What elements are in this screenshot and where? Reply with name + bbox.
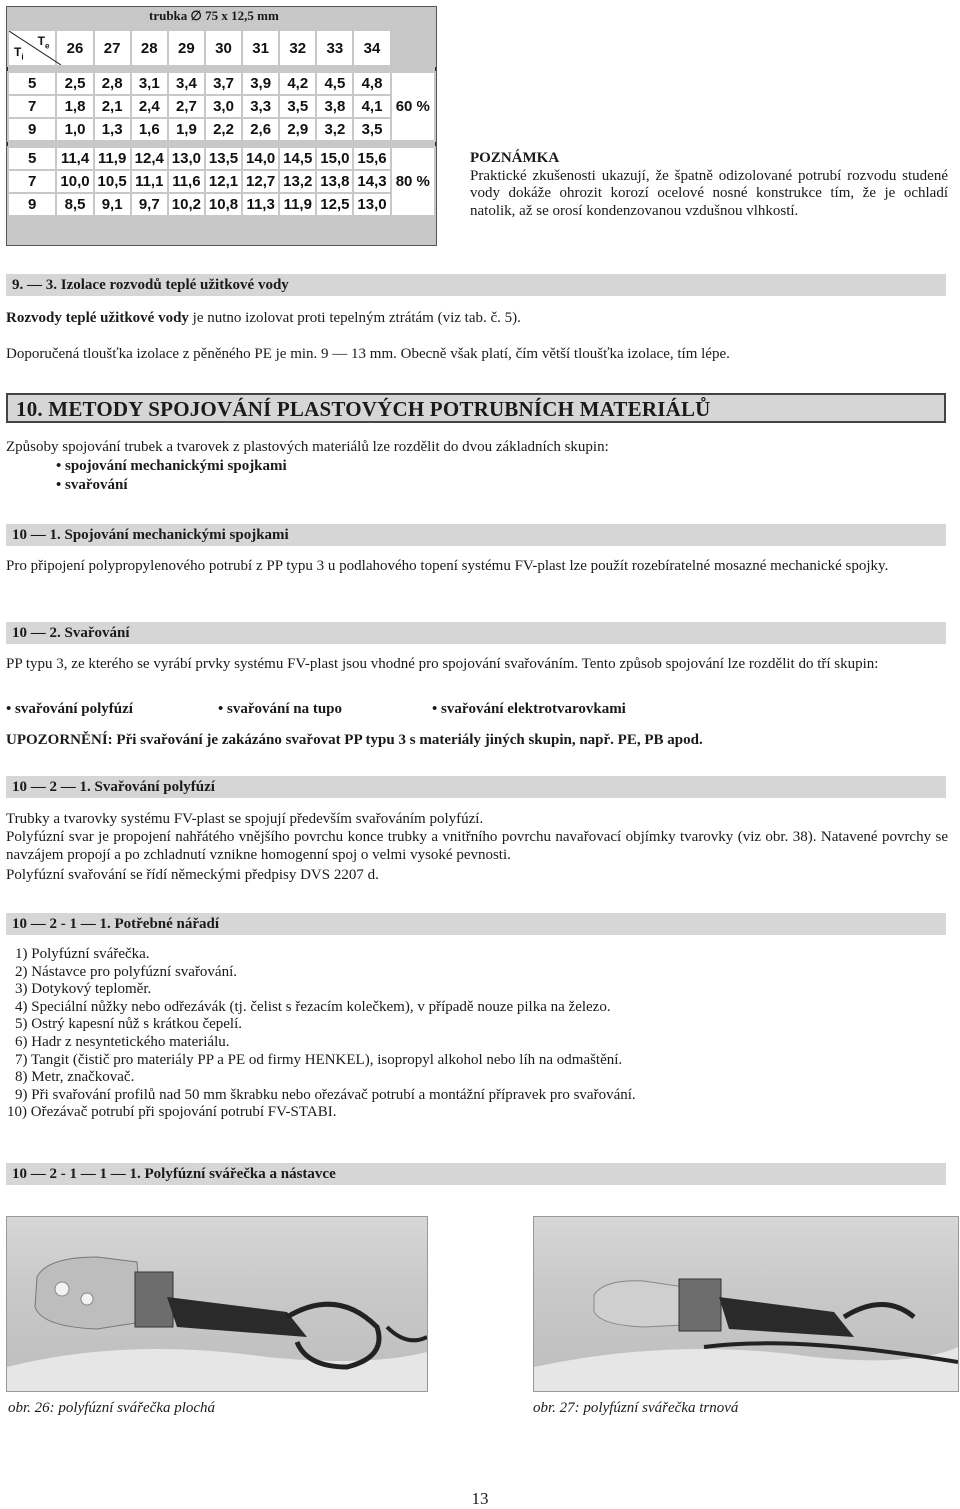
table-cell: 9,1 — [94, 193, 131, 216]
paragraph-10-2-1-c: Polyfúzní svařování se řídí německými předpisy DVS 2207 d. — [6, 867, 379, 883]
table-cell: 11,6 — [168, 170, 205, 193]
te-header: 29 — [168, 30, 205, 66]
list-item: 1) Polyfúzní svářečka. — [15, 946, 150, 962]
table-cell: 3,8 — [316, 95, 353, 118]
table-cell: 4,5 — [316, 72, 353, 95]
te-header: 33 — [316, 30, 353, 66]
table-cell: 3,2 — [316, 118, 353, 141]
te-header: 32 — [279, 30, 316, 66]
table-cell: 3,3 — [242, 95, 279, 118]
table-cell: 3,9 — [242, 72, 279, 95]
table-cell: 12,5 — [316, 193, 353, 216]
table-cell: 4,1 — [353, 95, 390, 118]
humidity-80: 80 % — [391, 147, 435, 216]
table-cell: 3,1 — [131, 72, 168, 95]
ti-value: 7 — [8, 95, 56, 118]
table-cell: 2,4 — [131, 95, 168, 118]
table-cell: 10,8 — [205, 193, 242, 216]
table-corner — [8, 30, 56, 66]
table-cell: 2,9 — [279, 118, 316, 141]
table-cell: 3,7 — [205, 72, 242, 95]
table-cell: 3,5 — [279, 95, 316, 118]
table-cell: 3,5 — [353, 118, 390, 141]
warning-text: UPOZORNĚNÍ: Při svařování je zakázáno svařovat PP typu 3 s materiály jiných skupin, např. PE, PB apod. — [6, 732, 703, 748]
table-cell: 2,1 — [94, 95, 131, 118]
ti-value: 9 — [8, 118, 56, 141]
table-cell: 13,5 — [205, 147, 242, 170]
chapter-heading-10: 10. METODY SPOJOVÁNÍ PLASTOVÝCH POTRUBNÍCH MATERIÁLŮ — [6, 393, 946, 423]
note-text: Praktické zkušenosti ukazují, že špatně odizolované potrubí rozvodu studené vody dokáže ohrozit korozí ocelové nosné konstrukce tím, že je ochladí natolik, až se orosí kondenzovanou vzdušnou vlhkostí. — [470, 167, 948, 219]
table-cell: 12,4 — [131, 147, 168, 170]
table-cell: 2,8 — [94, 72, 131, 95]
caption-fig-26: obr. 26: polyfúzní svářečka plochá — [8, 1400, 216, 1416]
paragraph-10-2-1-b: Polyfúzní svar je propojení nahřátého vnějšího povrchu konce trubky a vnitřního povrchu navařovací objímky tvarovky (viz obr. 38). Natavené povrchy se navzájem propojí a po zchladnutí vznikne homogenní spoj o velmi vysoké pevnosti. — [6, 829, 948, 863]
te-header: 30 — [205, 30, 242, 66]
ti-label: $T_i$ — [14, 44, 24, 61]
te-header: 28 — [131, 30, 168, 66]
table-cell: 14,3 — [353, 170, 390, 193]
ti-value: 7 — [8, 170, 56, 193]
table-cell: 14,0 — [242, 147, 279, 170]
dew-point-table-panel — [6, 6, 437, 246]
section-heading-10-2-1: 10 — 2 — 1. Svařování polyfúzí — [6, 776, 946, 798]
paragraph-10-2: PP typu 3, ze kterého se vyrábí prvky systému FV-plast jsou vhodné pro spojování svařováním. Tento způsob spojování lze rozdělit do tří skupin: — [6, 656, 879, 672]
table-cell: 11,4 — [56, 147, 93, 170]
table-cell: 11,3 — [242, 193, 279, 216]
paragraph-9-3-1: Rozvody teplé užitkové vody je nutno izolovat proti tepelným ztrátám (viz tab. č. 5). — [6, 310, 521, 326]
method-butt: • svařování na tupo — [218, 701, 343, 717]
table-cell: 1,9 — [168, 118, 205, 141]
paragraph-10-1: Pro připojení polypropylenového potrubí z PP typu 3 u podlahového topení systému FV-plast lze použít rozebíratelné mosazné mechanické spojky. — [6, 558, 889, 574]
humidity-60: 60 % — [391, 72, 435, 141]
list-item: 10) Ořezávač potrubí při spojování potrubí FV-STABI. — [7, 1104, 337, 1121]
table-cell: 2,2 — [205, 118, 242, 141]
table-cell: 14,5 — [279, 147, 316, 170]
corner-diagonal — [9, 31, 61, 65]
method-electrofusion: • svařování elektrotvarovkami — [432, 701, 626, 717]
table-cell: 3,0 — [205, 95, 242, 118]
caption-fig-27: obr. 27: polyfúzní svářečka trnová — [533, 1400, 739, 1416]
bullet-welding: • svařování — [56, 477, 128, 493]
method-polyfusion: • svařování polyfúzí — [6, 701, 133, 717]
table-cell: 10,2 — [168, 193, 205, 216]
ti-value: 9 — [8, 193, 56, 216]
table-cell: 13,2 — [279, 170, 316, 193]
table-cell: 11,1 — [131, 170, 168, 193]
table-cell: 11,9 — [279, 193, 316, 216]
table-cell: 12,1 — [205, 170, 242, 193]
ti-value: 5 — [8, 72, 56, 95]
page-number: 13 — [471, 1489, 489, 1508]
section-heading-tools: 10 — 2 - 1 — 1. Potřebné nářadí — [6, 913, 946, 935]
table-cell: 15,0 — [316, 147, 353, 170]
list-item: 3) Dotykový teploměr. — [15, 981, 152, 998]
note-block — [470, 150, 948, 220]
section-heading-10-2: 10 — 2. Svařování — [6, 622, 946, 644]
te-header: 27 — [94, 30, 131, 66]
dew-point-table — [7, 29, 436, 217]
table-cell: 9,7 — [131, 193, 168, 216]
table-cell: 11,9 — [94, 147, 131, 170]
table-cell: 1,3 — [94, 118, 131, 141]
list-item: 6) Hadr z nesyntetického materiálu. — [15, 1033, 230, 1050]
list-item: 7) Tangit (čistič pro materiály PP a PE od firmy HENKEL), isopropyl alkohol nebo líh na odmaštění. — [15, 1051, 623, 1068]
ti-value: 5 — [8, 147, 56, 170]
pin-welder-illustration — [534, 1217, 958, 1391]
table-cell: 13,0 — [168, 147, 205, 170]
section-heading-9-3: 9. — 3. Izolace rozvodů teplé užitkové vody — [6, 274, 946, 296]
table-cell: 10,0 — [56, 170, 93, 193]
table-caption: trubka ∅ 75 x 12,5 mm — [149, 8, 279, 23]
photo-flat-welder — [6, 1216, 428, 1392]
humidity-header-cell — [391, 30, 435, 66]
table-cell: 2,6 — [242, 118, 279, 141]
flat-welder-illustration — [7, 1217, 427, 1391]
tools-list — [6, 946, 946, 1122]
photo-pin-welder — [533, 1216, 959, 1392]
paragraph-10-2-1-a: Trubky a tvarovky systému FV-plast se spojují především svařováním polyfúzí. — [6, 811, 484, 827]
table-cell: 1,8 — [56, 95, 93, 118]
paragraph-10-intro: Způsoby spojování trubek a tvarovek z plastových materiálů lze rozdělit do dvou základních skupin: — [6, 439, 609, 455]
note-title: POZNÁMKA — [470, 150, 560, 166]
bullet-mechanical: • spojování mechanickými spojkami — [56, 458, 287, 474]
table-cell: 13,0 — [353, 193, 390, 216]
section-heading-10-1: 10 — 1. Spojování mechanickými spojkami — [6, 524, 946, 546]
te-header: 31 — [242, 30, 279, 66]
table-cell: 3,4 — [168, 72, 205, 95]
table-cell: 4,2 — [279, 72, 316, 95]
table-cell: 2,7 — [168, 95, 205, 118]
table-cell: 15,6 — [353, 147, 390, 170]
list-item: 8) Metr, značkovač. — [15, 1069, 135, 1086]
list-item: 5) Ostrý kapesní nůž s krátkou čepelí. — [15, 1016, 243, 1033]
section-heading-welder: 10 — 2 - 1 — 1 — 1. Polyfúzní svářečka a nástavce — [6, 1163, 946, 1185]
table-cell: 8,5 — [56, 193, 93, 216]
paragraph-9-3-2: Doporučená tloušťka izolace z pěněného PE je min. 9 — 13 mm. Obecně však platí, čím větší tloušťka izolace, tím lépe. — [6, 346, 730, 362]
table-cell: 2,5 — [56, 72, 93, 95]
table-cell: 13,8 — [316, 170, 353, 193]
te-header: 26 — [56, 30, 93, 66]
te-header: 34 — [353, 30, 390, 66]
te-label: $T_e$ — [37, 34, 50, 51]
table-cell: 1,6 — [131, 118, 168, 141]
table-cell: 1,0 — [56, 118, 93, 141]
list-item: 4) Speciální nůžky nebo odřezávák (tj. čelist s řezacím kolečkem), v případě nouze pilka na železo. — [15, 998, 611, 1015]
table-cell: 4,8 — [353, 72, 390, 95]
table-cell: 12,7 — [242, 170, 279, 193]
list-item: 9) Při svařování profilů nad 50 mm škrabku nebo ořezávač potrubí a montážní přípravek pro svařování. — [15, 1086, 636, 1103]
table-cell: 10,5 — [94, 170, 131, 193]
list-item: 2) Nástavce pro polyfúzní svařování. — [15, 963, 238, 980]
